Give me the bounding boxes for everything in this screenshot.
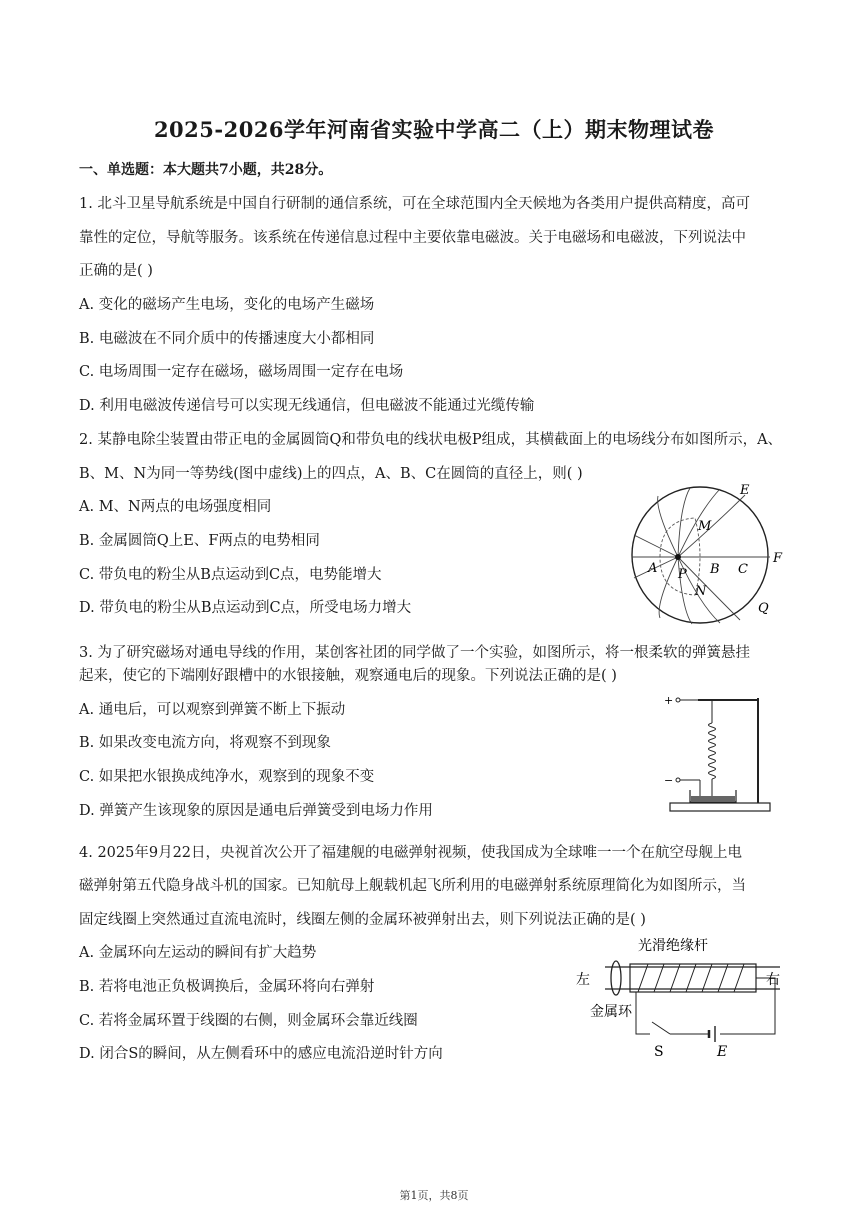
label-plus: + <box>664 694 674 707</box>
label-b: B <box>710 562 720 577</box>
q4-stem-line-1: 4. 2025年9月22日，央视首次公开了福建舰的电磁弹射视频，使我国成为全球唯一一个在航空母舰上电 <box>79 845 743 861</box>
q2-option-b: B. 金属圆筒Q上E、F两点的电势相同 <box>79 533 320 549</box>
q4-option-d: D. 闭合S的瞬间，从左侧看环中的感应电流沿逆时针方向 <box>79 1046 443 1062</box>
q3-stem-line-2: 起来，使它的下端刚好跟槽中的水银接触，观察通电后的现象。下列说法正确的是( ) <box>79 668 617 684</box>
q2-option-d: D. 带负电的粉尘从B点运动到C点，所受电场力增大 <box>79 600 412 616</box>
q4-electromagnetic-launch-figure <box>570 932 790 1062</box>
label-left: 左 <box>576 972 590 988</box>
q3-spring-figure <box>660 688 780 818</box>
label-q: Q <box>758 601 769 616</box>
q4-option-c: C. 若将金属环置于线圈的右侧，则金属环会靠近线圈 <box>79 1013 418 1029</box>
circuit-wire-left <box>636 992 650 1034</box>
base <box>670 803 770 811</box>
section-heading: 一、单选题：本大题共7小题，共28分。 <box>79 162 333 178</box>
q1-option-b: B. 电磁波在不同介质中的传播速度大小都相同 <box>79 331 375 347</box>
q2-option-a: A. M、N两点的电场强度相同 <box>79 499 272 515</box>
label-c: C <box>738 562 748 577</box>
label-f: F <box>773 551 783 566</box>
label-battery-e: E <box>717 1044 728 1060</box>
mercury <box>691 796 735 802</box>
page-title: 2025-2026学年河南省实验中学高二（上）期末物理试卷 <box>153 117 715 142</box>
coil-windings <box>638 964 744 992</box>
q1-option-a: A. 变化的磁场产生电场，变化的电场产生磁场 <box>79 297 375 313</box>
q2-stem-line-1: 2. 某静电除尘装置由带正电的金属圆筒Q和带负电的线状电极P组成，其横截面上的电场线分布如图所示，A、 <box>79 432 783 448</box>
q3-option-a: A. 通电后，可以观察到弹簧不断上下振动 <box>79 702 346 718</box>
label-n: N <box>695 584 707 599</box>
label-m: M <box>698 519 712 534</box>
q1-stem-line-3: 正确的是( ) <box>79 263 153 279</box>
electrode-p <box>675 554 681 560</box>
label-minus: − <box>664 774 674 787</box>
q1-option-c: C. 电场周围一定存在磁场，磁场周围一定存在电场 <box>79 364 404 380</box>
label-right: 右 <box>766 972 780 988</box>
q3-option-d: D. 弹簧产生该现象的原因是通电后弹簧受到电场力作用 <box>79 803 433 819</box>
q4-stem-line-2: 磁弹射第五代隐身战斗机的国家。已知航母上舰载机起飞所利用的电磁弹射系统原理简化为如图所示，当 <box>79 878 746 894</box>
q3-stem-line-1: 3. 为了研究磁场对通电导线的作用，某创客社团的同学做了一个实验，如图所示，将一根柔软的弹簧悬挂 <box>79 645 750 661</box>
page-footer: 第1页，共8页 <box>399 1189 469 1202</box>
label-metal-ring: 金属环 <box>590 1004 632 1020</box>
q1-stem-line-2: 靠性的定位，导航等服务。该系统在传递信息过程中主要依靠电磁波。关于电磁场和电磁波，下列说法中 <box>79 230 746 246</box>
q4-option-a: A. 金属环向左运动的瞬间有扩大趋势 <box>79 945 317 961</box>
terminal-plus <box>676 698 680 702</box>
q2-electric-field-figure <box>620 480 790 640</box>
label-e: E <box>740 483 750 498</box>
q2-stem-line-2: B、M、N为同一等势线(图中虚线)上的四点，A、B、C在圆筒的直径上，则( ) <box>79 466 583 482</box>
label-smooth-rod: 光滑绝缘杆 <box>638 938 708 954</box>
terminal-minus <box>676 778 680 782</box>
label-p: P <box>678 567 687 582</box>
metal-ring <box>611 961 621 995</box>
q1-option-d: D. 利用电磁波传递信号可以实现无线通信，但电磁波不能通过光缆传输 <box>79 398 535 414</box>
switch-blade <box>652 1022 670 1034</box>
coil-frame <box>630 964 756 992</box>
spring-coil <box>709 723 716 779</box>
q4-option-b: B. 若将电池正负极调换后，金属环将向右弹射 <box>79 979 375 995</box>
label-switch-s: S <box>654 1044 664 1060</box>
q3-option-c: C. 如果把水银换成纯净水，观察到的现象不变 <box>79 769 375 785</box>
q1-stem-line-1: 1. 北斗卫星导航系统是中国自行研制的通信系统，可在全球范围内全天候地为各类用户提供高精度，高可 <box>79 196 750 212</box>
q3-option-b: B. 如果改变电流方向，将观察不到现象 <box>79 735 331 751</box>
q2-option-c: C. 带负电的粉尘从B点运动到C点，电势能增大 <box>79 567 382 583</box>
label-a: A <box>648 561 658 576</box>
q4-stem-line-3: 固定线圈上突然通过直流电流时，线圈左侧的金属环被弹射出去，则下列说法正确的是( ) <box>79 912 646 928</box>
